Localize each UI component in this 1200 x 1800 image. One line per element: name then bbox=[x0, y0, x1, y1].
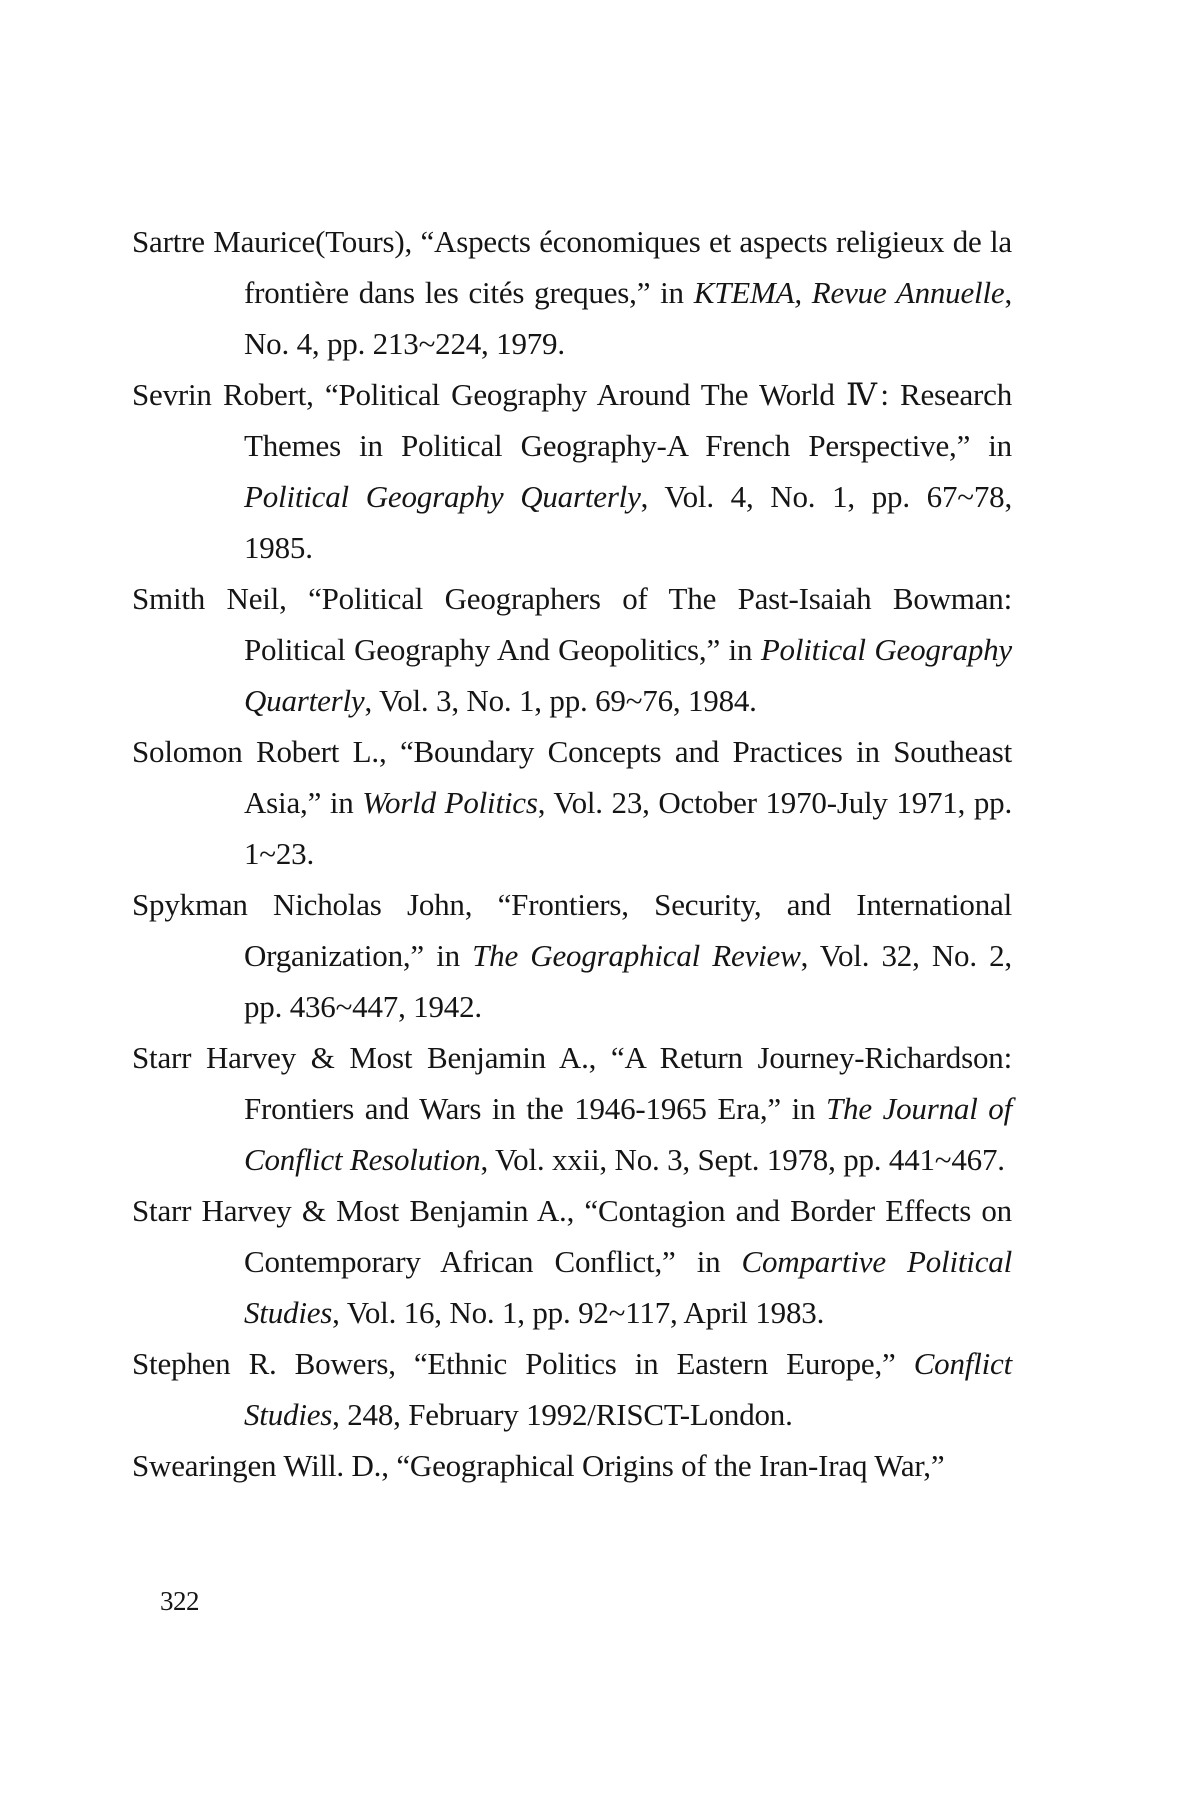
reference-text: Sartre Maurice(Tours), “Aspects économiques et aspects religieux de la frontière dans les cités greques,” in bbox=[132, 224, 1012, 310]
reference-journal-title: Political Geography Quarterly bbox=[244, 632, 1012, 718]
reference-journal-title: Political Geography Quarterly bbox=[244, 479, 641, 514]
reference-details: , Vol. 3, No. 1, pp. 69~76, 1984. bbox=[364, 683, 757, 718]
reference-details: , No. 4, pp. 213~224, 1979. bbox=[244, 275, 1012, 361]
reference-entry-solomon bbox=[132, 726, 1012, 879]
reference-entry-starr-2 bbox=[132, 1185, 1012, 1338]
reference-text: Stephen R. Bowers, “Ethnic Politics in Eastern Europe,” bbox=[132, 1346, 914, 1381]
reference-text: Sevrin Robert, “Political Geography Around The World Ⅳ: Research Themes in Political Geography-A French Perspective,” in bbox=[132, 377, 1012, 463]
reference-entry-bowers bbox=[132, 1338, 1012, 1440]
reference-details: , Vol. 16, No. 1, pp. 92~117, April 1983. bbox=[332, 1295, 825, 1330]
reference-text: Swearingen Will. D., “Geographical Origins of the Iran-Iraq War,” bbox=[132, 1448, 945, 1483]
reference-journal-title: The Geographical Review bbox=[472, 938, 801, 973]
bibliography-list bbox=[132, 216, 1012, 1491]
page-number: 322 bbox=[160, 1586, 199, 1616]
reference-entry-smith bbox=[132, 573, 1012, 726]
reference-details: , Vol. 23, October 1970-July 1971, pp. 1~23. bbox=[244, 785, 1012, 871]
reference-entry-spykman bbox=[132, 879, 1012, 1032]
reference-text: Smith Neil, “Political Geographers of The Past-Isaiah Bowman: Political Geography And Geopolitics,” in bbox=[132, 581, 1012, 667]
reference-entry-sartre bbox=[132, 216, 1012, 369]
reference-details: , 248, February 1992/RISCT-London. bbox=[332, 1397, 793, 1432]
reference-text: Spykman Nicholas John, “Frontiers, Security, and International Organization,” in bbox=[132, 887, 1012, 973]
reference-text: Solomon Robert L., “Boundary Concepts and Practices in Southeast Asia,” in bbox=[132, 734, 1012, 820]
reference-journal-title: Conflict Studies bbox=[244, 1346, 1012, 1432]
reference-text: Starr Harvey & Most Benjamin A., “Contagion and Border Effects on Contemporary African Conflict,” in bbox=[132, 1193, 1012, 1279]
reference-details: , Vol. xxii, No. 3, Sept. 1978, pp. 441~467. bbox=[480, 1142, 1005, 1177]
reference-text: Starr Harvey & Most Benjamin A., “A Return Journey-Richardson: Frontiers and Wars in the 1946-1965 Era,” in bbox=[132, 1040, 1012, 1126]
reference-entry-sevrin bbox=[132, 369, 1012, 573]
reference-journal-title: KTEMA, Revue Annuelle bbox=[693, 275, 1005, 310]
reference-entry-swearingen bbox=[132, 1440, 1012, 1491]
reference-journal-title: World Politics bbox=[362, 785, 538, 820]
reference-journal-title: The Journal of Conflict Resolution bbox=[244, 1091, 1012, 1177]
reference-journal-title: Compartive Political Studies bbox=[244, 1244, 1012, 1330]
reference-details: , Vol. 32, No. 2, pp. 436~447, 1942. bbox=[244, 938, 1012, 1024]
reference-entry-starr-1 bbox=[132, 1032, 1012, 1185]
reference-details: , Vol. 4, No. 1, pp. 67~78, 1985. bbox=[244, 479, 1012, 565]
